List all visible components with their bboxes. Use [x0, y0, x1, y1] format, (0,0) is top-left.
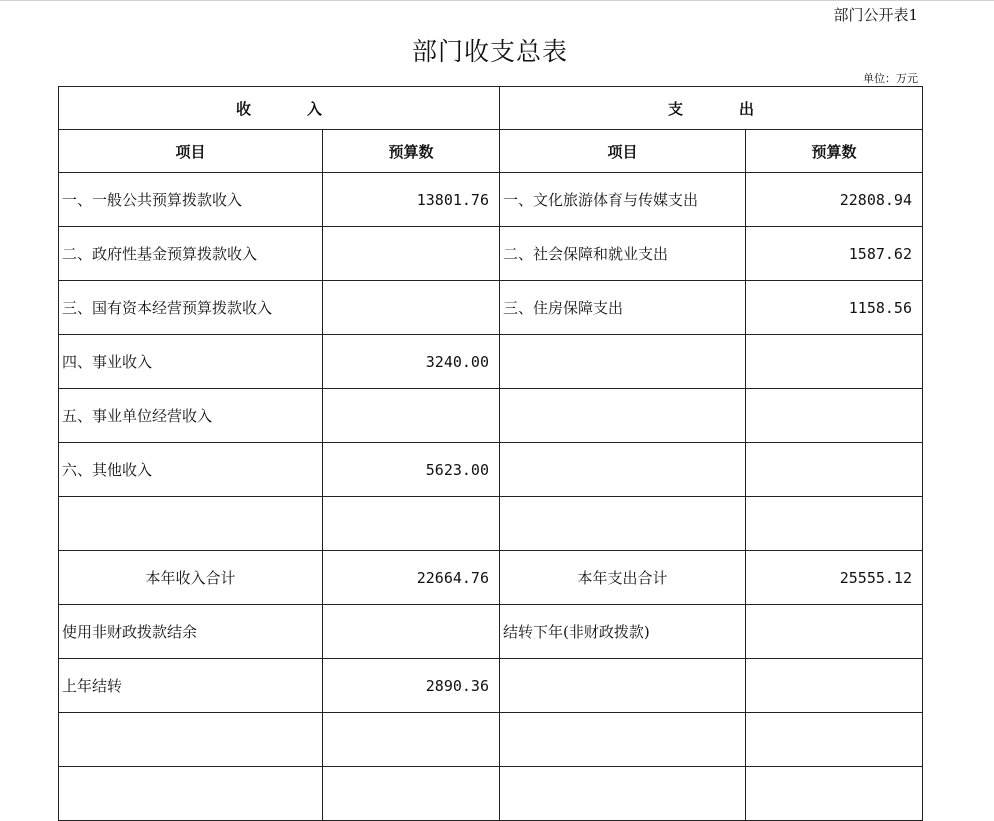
- income-value-cell: [323, 497, 500, 551]
- income-item-cell: 六、其他收入: [59, 443, 323, 497]
- expense-item-cell: [500, 767, 746, 821]
- table-row: [59, 713, 923, 767]
- income-value-cell: [323, 605, 500, 659]
- income-value-cell: 13801.76: [323, 173, 500, 227]
- table-row: [59, 605, 923, 659]
- income-value-cell: 5623.00: [323, 443, 500, 497]
- expense-item-cell: [500, 497, 746, 551]
- expense-total-label: 本年支出合计: [500, 551, 746, 605]
- income-item-cell: 一、一般公共预算拨款收入: [59, 173, 323, 227]
- income-value-cell: [323, 713, 500, 767]
- table-row: [59, 227, 923, 281]
- expense-value-cell: [746, 767, 923, 821]
- table-row: [59, 659, 923, 713]
- expense-value-cell: [746, 335, 923, 389]
- income-item-cell: 上年结转: [59, 659, 323, 713]
- income-section-header: [59, 87, 500, 130]
- income-header-char-2: 入: [307, 99, 323, 118]
- table-row: [59, 497, 923, 551]
- income-item-cell: 四、事业收入: [59, 335, 323, 389]
- expense-budget-column-header: 预算数: [746, 130, 923, 173]
- income-value-cell: 2890.36: [323, 659, 500, 713]
- total-row: [59, 551, 923, 605]
- expense-value-cell: 22808.94: [746, 173, 923, 227]
- expense-value-cell: [746, 443, 923, 497]
- expense-section-header: [500, 87, 923, 130]
- expense-item-cell: [500, 443, 746, 497]
- income-item-cell: 五、事业单位经营收入: [59, 389, 323, 443]
- form-code: 部门公开表1: [833, 6, 918, 24]
- income-value-cell: [323, 389, 500, 443]
- expense-item-column-header: 项目: [500, 130, 746, 173]
- expense-value-cell: [746, 713, 923, 767]
- income-total-value: 22664.76: [323, 551, 500, 605]
- income-header-char-1: 收: [235, 99, 251, 118]
- expense-item-cell: 二、社会保障和就业支出: [500, 227, 746, 281]
- income-total-label: 本年收入合计: [59, 551, 323, 605]
- table-row: [59, 389, 923, 443]
- unit-label: 单位：万元: [863, 72, 918, 85]
- expense-value-cell: [746, 605, 923, 659]
- expense-value-cell: 1158.56: [746, 281, 923, 335]
- expense-item-cell: 三、住房保障支出: [500, 281, 746, 335]
- table-row: [59, 281, 923, 335]
- expense-value-cell: [746, 389, 923, 443]
- table-row: [59, 767, 923, 821]
- income-item-cell: [59, 767, 323, 821]
- expense-item-cell: [500, 659, 746, 713]
- table-row: [59, 335, 923, 389]
- expense-value-cell: [746, 659, 923, 713]
- column-header-row: [59, 130, 923, 173]
- budget-table: [58, 86, 923, 821]
- table-row: [59, 173, 923, 227]
- income-item-cell: 二、政府性基金预算拨款收入: [59, 227, 323, 281]
- income-budget-column-header: 预算数: [323, 130, 500, 173]
- income-value-cell: 3240.00: [323, 335, 500, 389]
- expense-item-cell: 结转下年(非财政拨款): [500, 605, 746, 659]
- income-item-cell: [59, 713, 323, 767]
- income-value-cell: [323, 767, 500, 821]
- section-header-row: [59, 87, 923, 130]
- expense-header-char-1: 支: [667, 99, 683, 118]
- expense-item-cell: [500, 713, 746, 767]
- expense-item-cell: [500, 389, 746, 443]
- income-value-cell: [323, 227, 500, 281]
- expense-header-char-2: 出: [739, 99, 755, 118]
- income-item-column-header: 项目: [59, 130, 323, 173]
- expense-value-cell: [746, 497, 923, 551]
- income-item-cell: 三、国有资本经营预算拨款收入: [59, 281, 323, 335]
- income-item-cell: 使用非财政拨款结余: [59, 605, 323, 659]
- page-top-border: [0, 0, 994, 1]
- expense-item-cell: 一、文化旅游体育与传媒支出: [500, 173, 746, 227]
- income-item-cell: [59, 497, 323, 551]
- expense-item-cell: [500, 335, 746, 389]
- page-title: 部门收支总表: [411, 37, 568, 66]
- table-row: [59, 443, 923, 497]
- expense-value-cell: 1587.62: [746, 227, 923, 281]
- income-value-cell: [323, 281, 500, 335]
- expense-total-value: 25555.12: [746, 551, 923, 605]
